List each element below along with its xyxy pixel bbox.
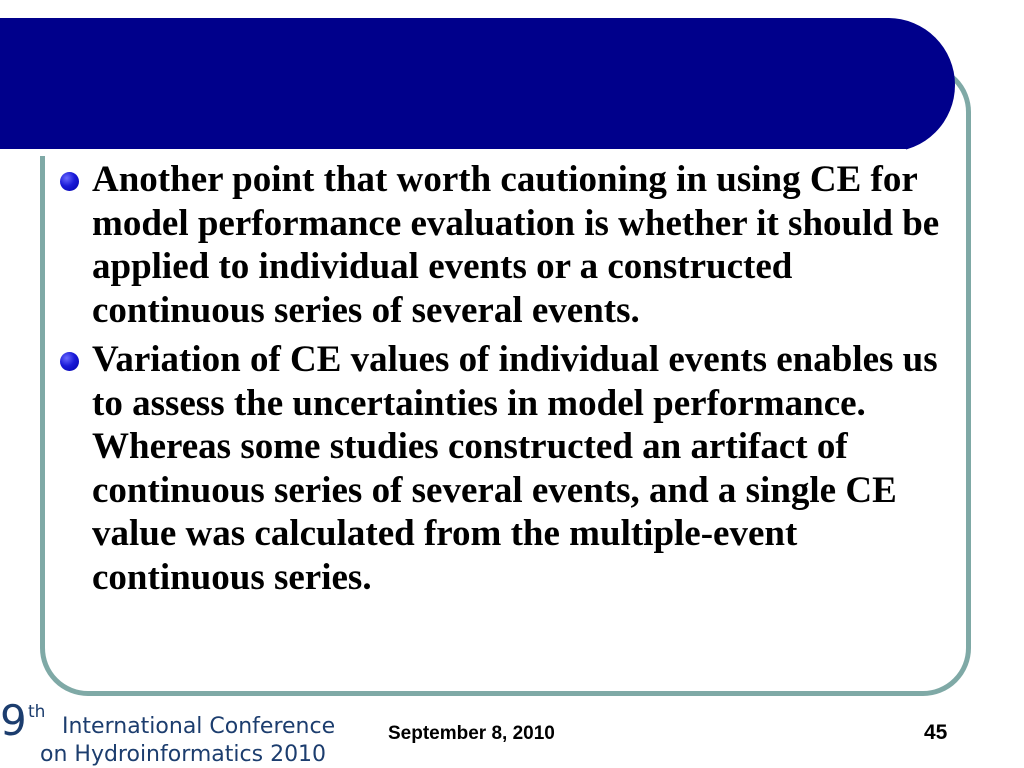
logo-line-2: on Hydroinformatics 2010 [40, 742, 327, 767]
logo-superscript: th [28, 702, 46, 722]
bullet-text: Another point that worth cautioning in using CE for model performance evaluation is whether it should be applied to individual events or a constructed continuous series of several events. [92, 159, 940, 331]
bullet-item [60, 158, 970, 332]
bullet-dot-icon [60, 352, 79, 371]
slide-number: 45 [924, 721, 948, 744]
bullet-list [60, 158, 970, 605]
bullet-dot-icon [60, 172, 79, 191]
bullet-text: Variation of CE values of individual events enables us to assess the uncertainties in model performance. Whereas some studies constructed an artifact of continuous series of several events, and a single CE value was calculated from the multiple-event continuous series. [92, 339, 938, 598]
logo-number: 9 [0, 696, 27, 745]
bullet-item [60, 338, 970, 599]
logo-line-1: International Conference [62, 714, 336, 739]
conference-logo [0, 696, 360, 768]
footer-date: September 8, 2010 [388, 723, 555, 744]
title-bar [0, 18, 955, 152]
title-underline [0, 149, 906, 156]
